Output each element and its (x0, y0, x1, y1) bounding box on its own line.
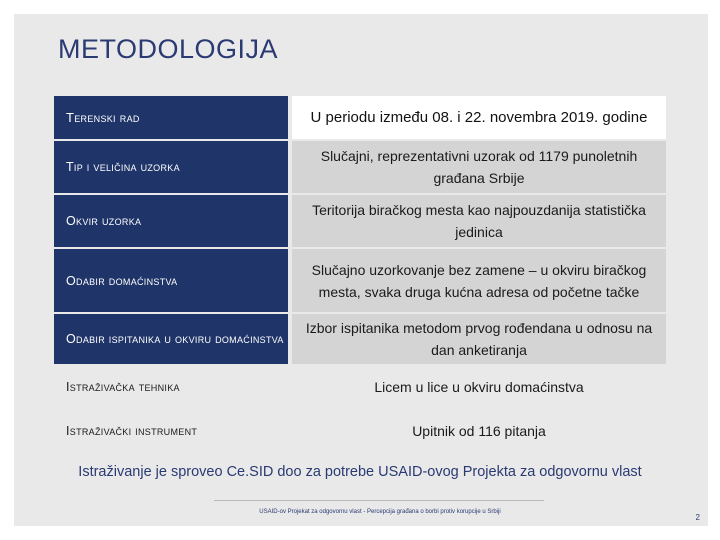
row-value: Licem u lice u okviru domaćinstva (374, 379, 584, 395)
row-label: Terenski rad (54, 96, 288, 139)
footer-text: USAID-ov Projekat za odgovornu vlast - Percepcija građana o borbi protiv korupcije u Srbiji (259, 509, 501, 515)
table-row (54, 141, 666, 193)
row-value: Teritorija biračkog mesta kao najpouzdanija statistička jedinica (292, 195, 666, 247)
row-label: Istraživačka tehnika (66, 380, 180, 394)
row-label: Istraživački instrument (66, 424, 198, 438)
row-label: Odabir domaćinstva (54, 249, 288, 312)
row-value: Upitnik od 116 pitanja (412, 423, 546, 439)
methodology-table (54, 94, 666, 454)
table-row (54, 96, 666, 139)
table-row (54, 195, 666, 247)
table-row (54, 249, 666, 312)
table-row (54, 314, 666, 364)
row-label: Tip i veličina uzorka (54, 141, 288, 193)
row-value: Izbor ispitanika metodom prvog rođendana u odnosu na dan anketiranja (292, 314, 666, 364)
table-row (54, 410, 666, 452)
row-label: Okvir uzorka (54, 195, 288, 247)
row-label: Odabir ispitanika u okviru domaćinstva (54, 314, 288, 364)
row-value: Slučajno uzorkovanje bez zamene – u okviru biračkog mesta, svaka druga kućna adresa od početne tačke (292, 249, 666, 312)
table-row (54, 366, 666, 408)
footer-divider (214, 500, 544, 501)
page-number: 2 (695, 513, 700, 522)
row-value: U periodu između 08. i 22. novembra 2019. godine (292, 96, 666, 139)
source-note: Istraživanje je sproveo Ce.SID doo za potrebe USAID-ovog Projekta za odgovornu vlast (78, 464, 642, 480)
page-title: METODOLOGIJA (58, 34, 279, 64)
row-value: Slučajni, reprezentativni uzorak od 1179 punoletnih građana Srbije (292, 141, 666, 193)
